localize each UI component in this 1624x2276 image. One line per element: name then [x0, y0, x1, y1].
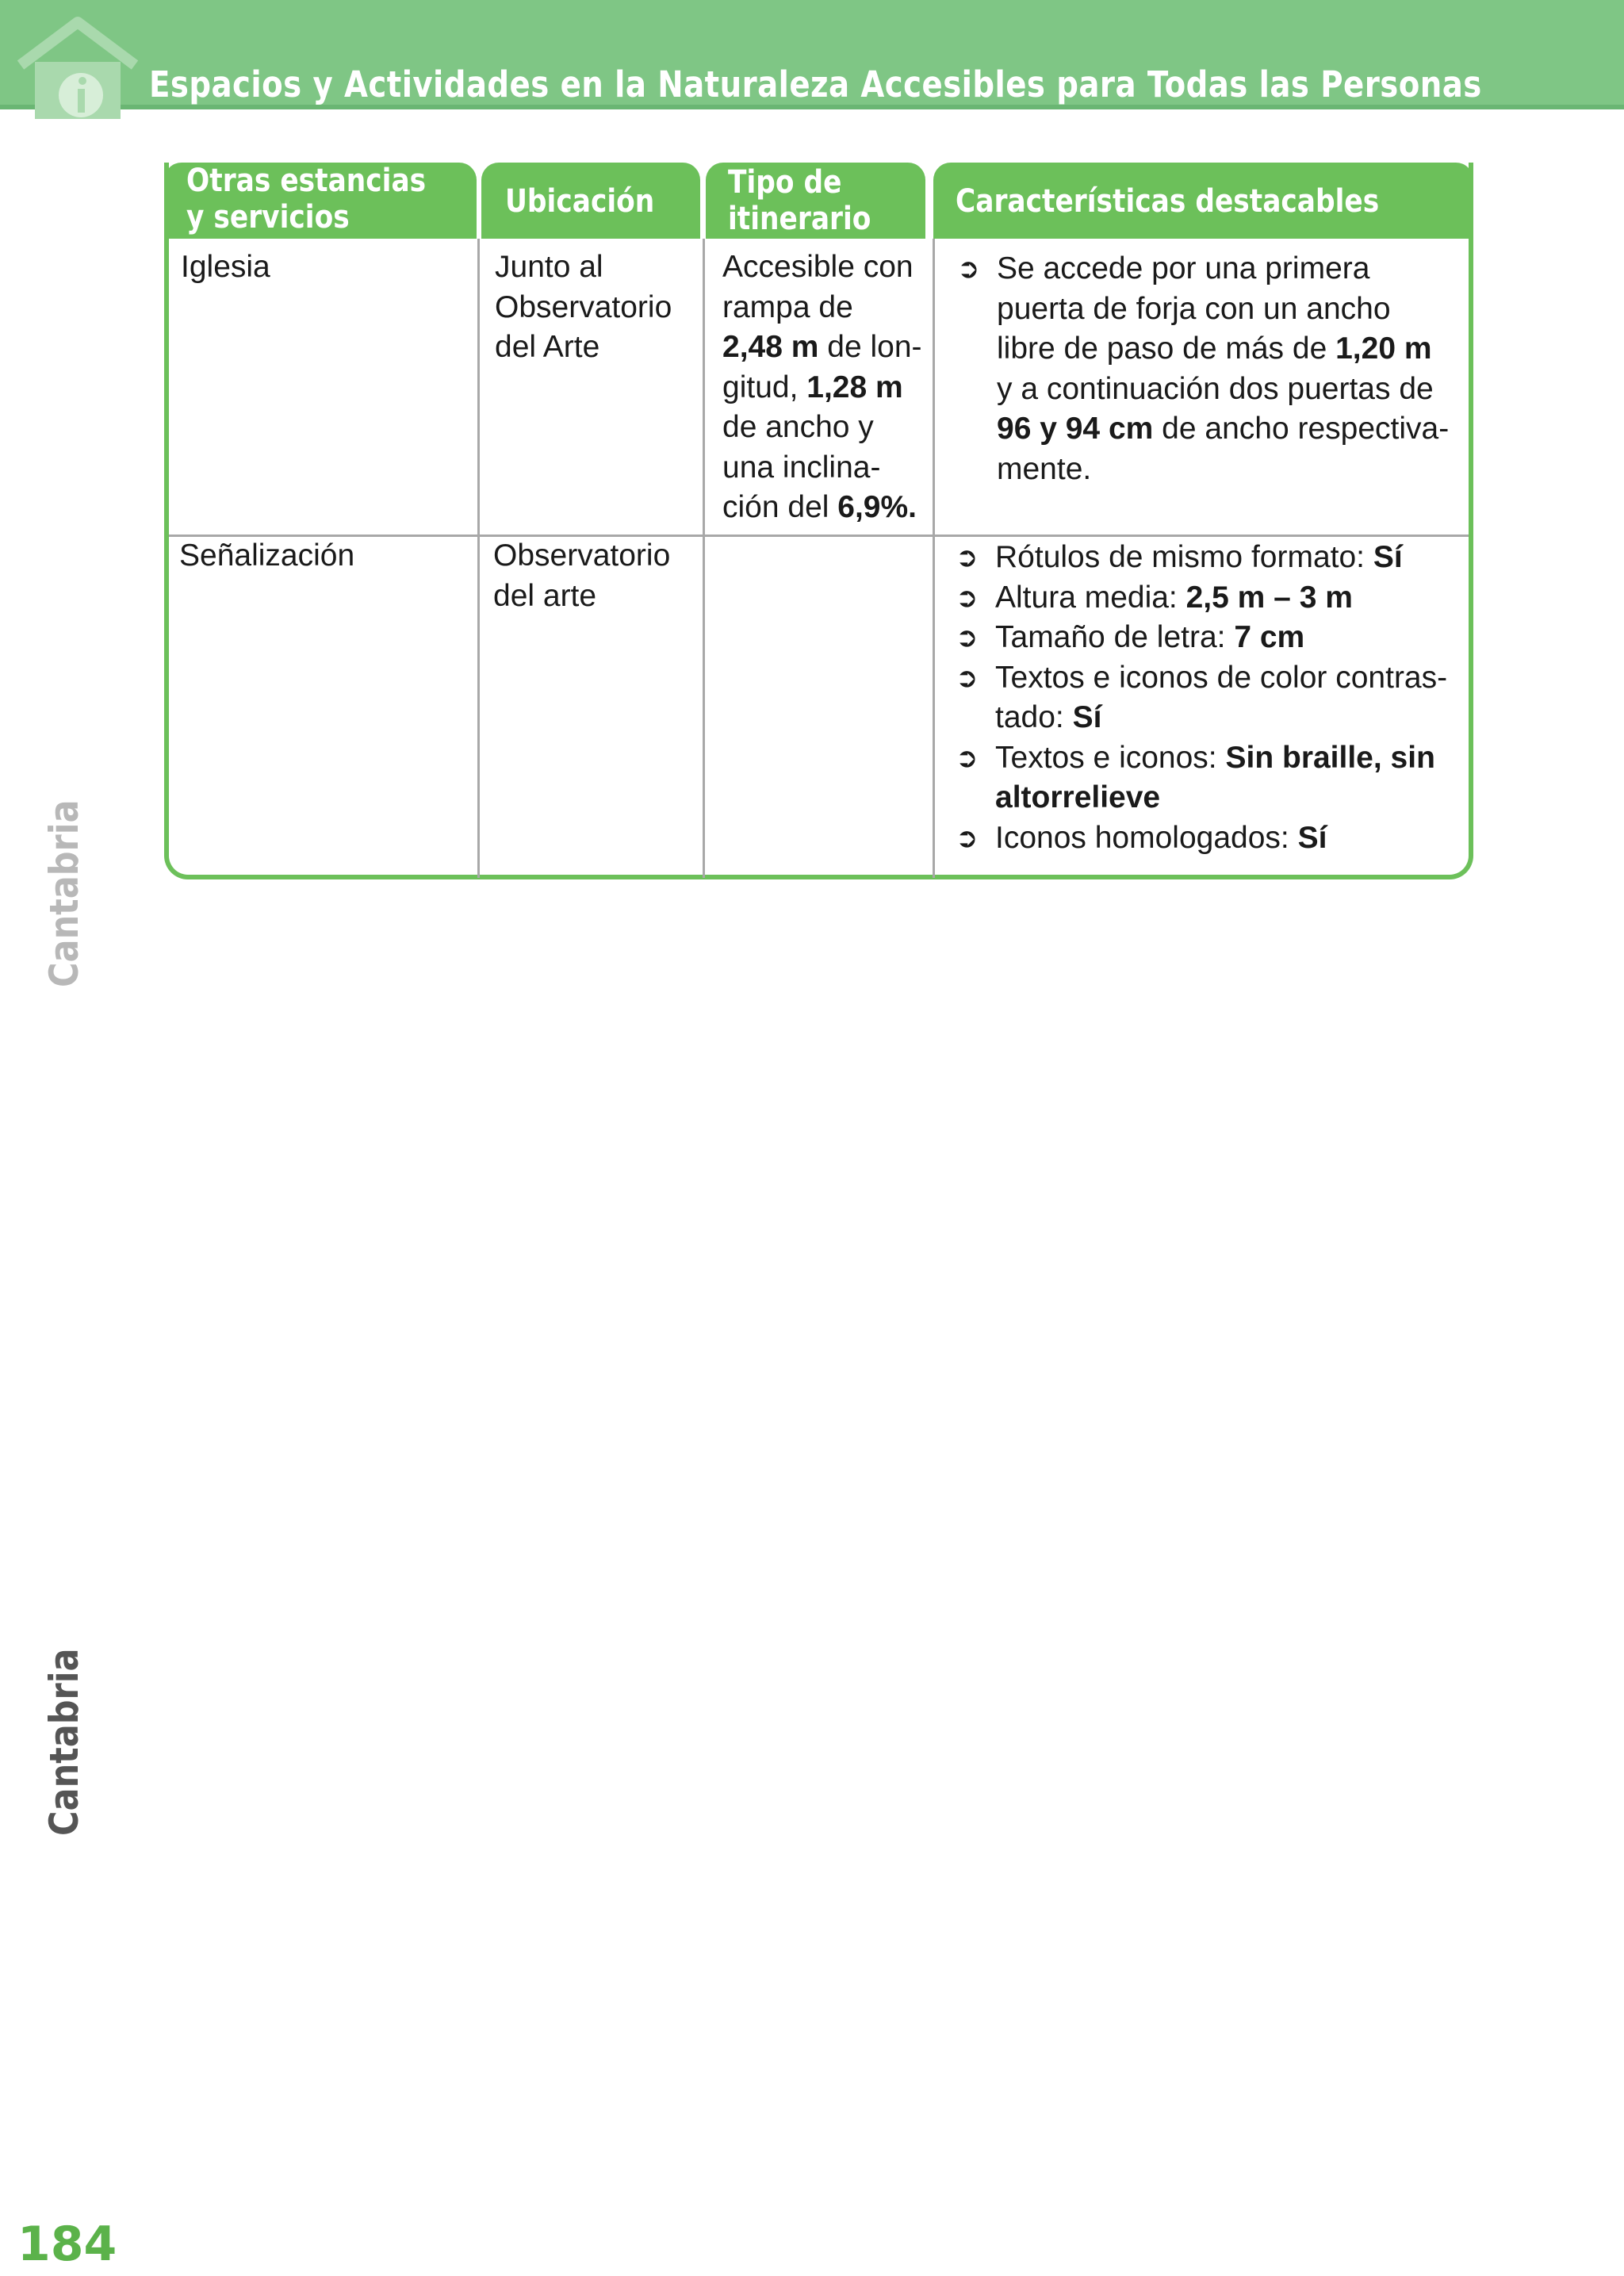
row1-features: [957, 249, 1465, 489]
list-item: ➲ Rótulos de mismo formato: Sí: [956, 538, 1471, 578]
column-divider: [933, 239, 935, 878]
arrow-right-icon: ➲: [956, 623, 979, 653]
column-header-other-rooms: Otras estancias y servicios: [164, 163, 477, 239]
row1-name: Iglesia: [181, 250, 270, 284]
arrow-right-icon: ➲: [957, 254, 980, 284]
list-item: ➲ Textos e iconos de color contras- tado: Sí: [956, 658, 1471, 738]
list-item: ➲ Altura media: 2,5 m – 3 m: [956, 578, 1471, 619]
arrow-right-icon: ➲: [956, 822, 979, 853]
row2-location: Observatorio del arte: [493, 538, 671, 613]
row2-name: Señalización: [179, 538, 355, 573]
arrow-right-icon: ➲: [956, 662, 979, 693]
list-item: ➲ Textos e iconos: Sin braille, sin altorrelieve: [956, 738, 1471, 818]
row2-features: [956, 538, 1471, 858]
page-number: 184: [17, 2217, 117, 2272]
page-header-title: Espacios y Actividades en la Naturaleza Accesibles para Todas las Personas: [149, 63, 1482, 105]
side-section-label: Cantabria: [41, 1648, 87, 1836]
column-divider: [703, 239, 705, 878]
row-divider: [169, 535, 1469, 537]
side-section-label-faded: Cantabria: [41, 799, 87, 987]
column-header-itinerary: Tipo de itinerario: [706, 163, 925, 239]
row1-location: Junto al Observatorio del Arte: [495, 250, 672, 364]
arrow-right-icon: ➲: [956, 742, 979, 773]
row1-itinerary: Accesible con rampa de 2,48 m de lon- gitud, 1,28 m de ancho y una inclina- ción del 6,9%.: [722, 250, 922, 524]
arrow-right-icon: ➲: [956, 582, 979, 613]
column-header-location: Ubicación: [481, 163, 700, 239]
column-header-features: Características destacables: [933, 163, 1473, 239]
arrow-right-icon: ➲: [956, 542, 979, 573]
column-divider: [477, 239, 480, 878]
list-item: ➲ Tamaño de letra: 7 cm: [956, 618, 1471, 658]
list-item: ➲ Se accede por una primera puerta de forja con un ancho libre de paso de más de 1,20 m y a continuación dos puertas de 96 y 94 cm de ancho respectiva- mente.: [957, 249, 1465, 489]
house-info-icon: [14, 16, 141, 119]
list-item: ➲ Iconos homologados: Sí: [956, 818, 1471, 859]
